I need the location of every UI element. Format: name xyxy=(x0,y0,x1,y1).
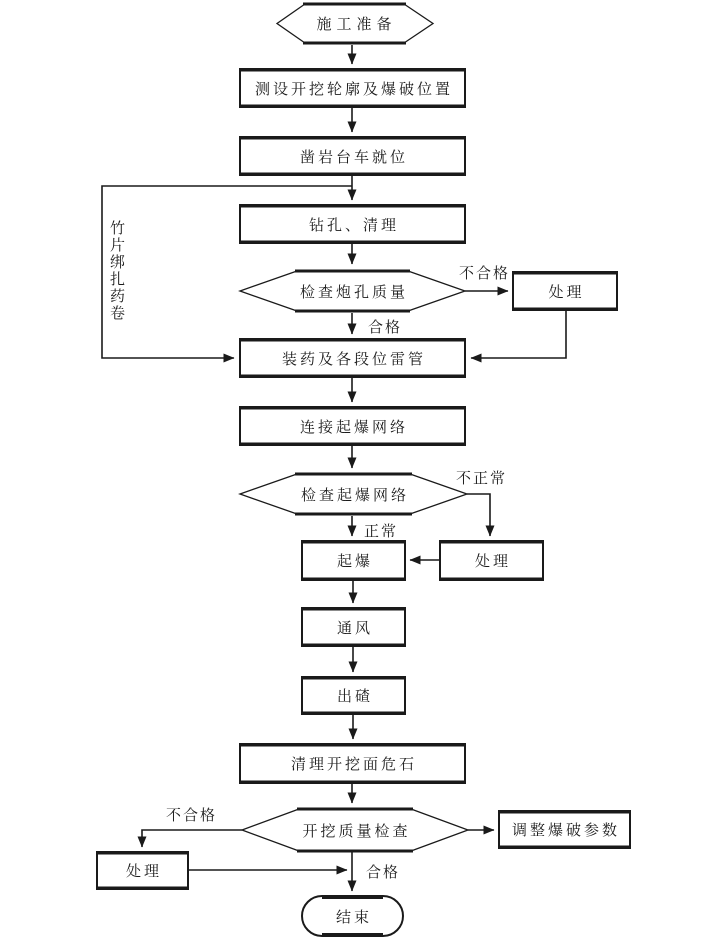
start-node: 施工准备 xyxy=(316,16,397,33)
adjust-params-node: 调整爆破参数 xyxy=(511,822,620,839)
drill-node: 钻孔、清理 xyxy=(308,216,399,234)
clear-rocks-node: 清理开挖面危石 xyxy=(290,756,417,773)
handle2-node: 处理 xyxy=(474,553,511,570)
check-quality-node: 开挖质量检查 xyxy=(302,822,411,840)
qualified2-label: 合格 xyxy=(366,864,401,881)
connect-network-node: 连接起爆网络 xyxy=(299,418,408,436)
edge-handle1-charge xyxy=(471,311,566,358)
normal-label: 正常 xyxy=(364,523,399,540)
edge-checkquality-handle3 xyxy=(142,830,242,847)
check-network-node: 检查起爆网络 xyxy=(300,486,409,504)
jumbo-node: 凿岩台车就位 xyxy=(299,148,408,166)
bamboo-note: 竹片绑扎药卷 xyxy=(108,220,125,322)
check-holes-node: 检查炮孔质量 xyxy=(299,283,408,301)
survey-node: 测设开挖轮廓及爆破位置 xyxy=(254,80,453,98)
unqualified2-label: 不合格 xyxy=(166,807,218,824)
handle3-node: 处理 xyxy=(125,863,162,880)
end-node: 结束 xyxy=(335,908,372,926)
handle1-node: 处理 xyxy=(548,283,585,301)
edge-checknetwork-handle2 xyxy=(467,494,490,536)
charge-node: 装药及各段位雷管 xyxy=(281,350,426,368)
unqualified1-label: 不合格 xyxy=(459,265,511,282)
qualified1-label: 合格 xyxy=(368,319,403,336)
muck-node: 出碴 xyxy=(336,688,373,705)
ventilate-node: 通风 xyxy=(336,619,373,637)
detonate-node: 起爆 xyxy=(336,553,373,570)
abnormal-label: 不正常 xyxy=(456,470,508,487)
